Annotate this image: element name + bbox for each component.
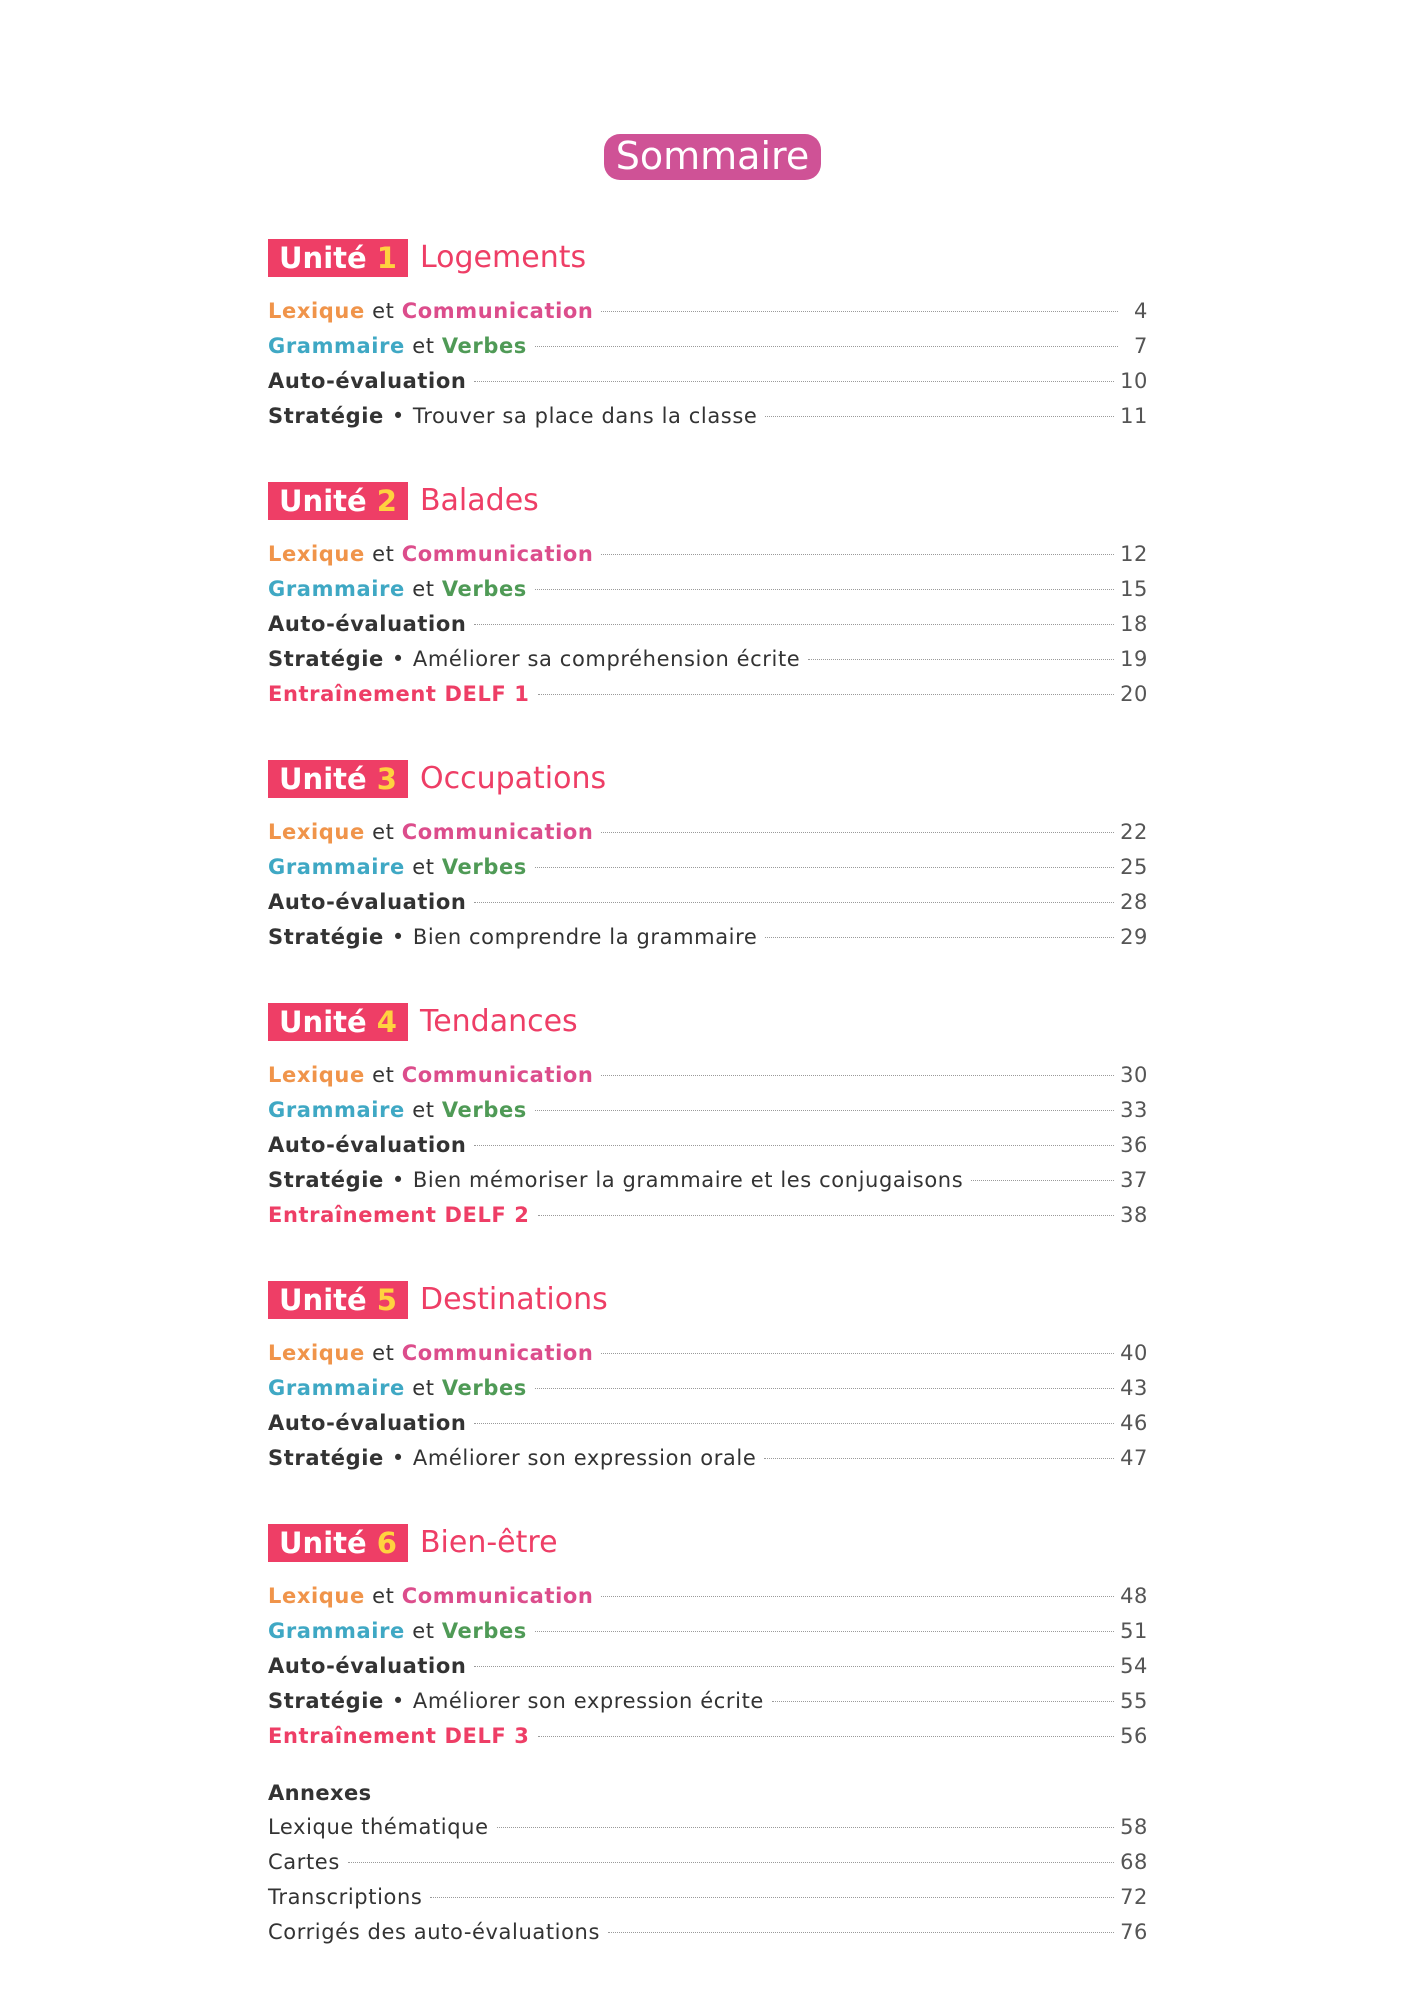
dot-leader xyxy=(474,1423,1114,1424)
page-number: 36 xyxy=(1120,1133,1148,1157)
dot-leader xyxy=(535,1631,1114,1632)
dot-leader xyxy=(474,1666,1114,1667)
entry-label xyxy=(268,294,593,329)
annex-label: Lexique thématique xyxy=(268,1815,489,1839)
unit-badge xyxy=(268,760,408,798)
verbes-label: Verbes xyxy=(441,1619,527,1643)
unit-number: 2 xyxy=(376,484,397,518)
annex-label: Cartes xyxy=(268,1850,340,1874)
et-label: et xyxy=(412,855,435,879)
toc-entry-auto-evaluation[interactable] xyxy=(268,1649,1148,1684)
toc-entry-auto-evaluation[interactable] xyxy=(268,364,1148,399)
entry-label xyxy=(268,642,800,677)
et-label: et xyxy=(372,1584,395,1608)
toc-entry-delf[interactable] xyxy=(268,677,1148,712)
page-number: 54 xyxy=(1120,1654,1148,1678)
et-label: et xyxy=(412,577,435,601)
entry-label xyxy=(268,815,593,850)
grammaire-label: Grammaire xyxy=(268,1098,405,1122)
annex-label: Corrigés des auto-évaluations xyxy=(268,1920,600,1944)
dot-leader xyxy=(601,1353,1114,1354)
strategie-text: Trouver sa place dans la classe xyxy=(412,404,758,428)
toc-entry-lexique[interactable] xyxy=(268,1336,1148,1371)
page-number: 10 xyxy=(1120,369,1148,393)
toc-entry-delf[interactable] xyxy=(268,1719,1148,1754)
unit-header xyxy=(268,759,1148,799)
page-number: 28 xyxy=(1120,890,1148,914)
page-number: 46 xyxy=(1120,1411,1148,1435)
page-number: 47 xyxy=(1120,1446,1148,1470)
unit-header xyxy=(268,1002,1148,1042)
strategie-label: Stratégie xyxy=(268,1446,384,1470)
page-number: 43 xyxy=(1120,1376,1148,1400)
page-number: 76 xyxy=(1120,1920,1148,1944)
unit-number: 1 xyxy=(376,241,397,275)
lexique-label: Lexique xyxy=(268,542,365,566)
strategie-text: Bien mémoriser la grammaire et les conjugaisons xyxy=(412,1168,964,1192)
dot-leader xyxy=(538,694,1115,695)
toc-entry-strategie[interactable] xyxy=(268,920,1148,955)
strategie-text: Améliorer son expression orale xyxy=(412,1446,757,1470)
unit-title: Destinations xyxy=(419,1282,608,1317)
communication-label: Communication xyxy=(401,1341,594,1365)
toc-entry-lexique[interactable] xyxy=(268,1579,1148,1614)
unit-word: Unité xyxy=(279,484,367,518)
toc-entry-auto-evaluation[interactable] xyxy=(268,1406,1148,1441)
dot-leader xyxy=(601,554,1114,555)
unit-title: Occupations xyxy=(419,761,607,796)
title-wrap xyxy=(0,134,1425,180)
unit-number: 4 xyxy=(376,1005,397,1039)
toc-entry-grammaire[interactable] xyxy=(268,329,1148,364)
unit-number: 6 xyxy=(376,1526,397,1560)
page-number: 20 xyxy=(1120,682,1148,706)
page-number: 30 xyxy=(1120,1063,1148,1087)
bullet-icon: • xyxy=(391,1168,405,1192)
et-label: et xyxy=(412,1619,435,1643)
lexique-label: Lexique xyxy=(268,820,365,844)
page-number: 38 xyxy=(1120,1203,1148,1227)
unit-3 xyxy=(268,759,1148,955)
dot-leader xyxy=(474,1145,1114,1146)
dot-leader xyxy=(608,1932,1114,1933)
toc-entry-grammaire[interactable] xyxy=(268,850,1148,885)
et-label: et xyxy=(412,1376,435,1400)
toc-entry-lexique[interactable] xyxy=(268,815,1148,850)
unit-title: Tendances xyxy=(419,1004,578,1039)
spacer xyxy=(268,434,1148,481)
et-label: et xyxy=(372,299,395,323)
dot-leader xyxy=(348,1862,1114,1863)
verbes-label: Verbes xyxy=(441,577,527,601)
page-number: 56 xyxy=(1120,1724,1148,1748)
unit-word: Unité xyxy=(279,762,367,796)
strategie-text: Améliorer son expression écrite xyxy=(412,1689,764,1713)
delf-label: Entraînement DELF 3 xyxy=(268,1724,530,1748)
dot-leader xyxy=(474,624,1114,625)
toc-entry-auto-evaluation[interactable] xyxy=(268,885,1148,920)
unit-word: Unité xyxy=(279,1283,367,1317)
entry-label xyxy=(268,1371,527,1406)
unit-word: Unité xyxy=(279,241,367,275)
unit-badge xyxy=(268,1281,408,1319)
page-number: 40 xyxy=(1120,1341,1148,1365)
annex-label: Transcriptions xyxy=(268,1885,423,1909)
page-number: 55 xyxy=(1120,1689,1148,1713)
communication-label: Communication xyxy=(401,542,594,566)
communication-label: Communication xyxy=(401,1584,594,1608)
toc-entry-strategie[interactable] xyxy=(268,1684,1148,1719)
page-number: 37 xyxy=(1120,1168,1148,1192)
page-number: 19 xyxy=(1120,647,1148,671)
grammaire-label: Grammaire xyxy=(268,855,405,879)
entry-label xyxy=(268,1684,764,1719)
verbes-label: Verbes xyxy=(441,1098,527,1122)
toc-entry-grammaire[interactable] xyxy=(268,572,1148,607)
unit-header xyxy=(268,238,1148,278)
dot-leader xyxy=(601,832,1114,833)
lexique-label: Lexique xyxy=(268,1341,365,1365)
page-number: 29 xyxy=(1120,925,1148,949)
bullet-icon: • xyxy=(391,925,405,949)
page-number: 68 xyxy=(1120,1850,1148,1874)
spacer xyxy=(268,1233,1148,1280)
unit-badge xyxy=(268,239,408,277)
auto-evaluation-label: Auto-évaluation xyxy=(268,369,467,393)
page-number: 72 xyxy=(1120,1885,1148,1909)
entry-label xyxy=(268,1614,527,1649)
communication-label: Communication xyxy=(401,820,594,844)
et-label: et xyxy=(372,1063,395,1087)
unit-1 xyxy=(268,238,1148,434)
toc-entry-grammaire[interactable] xyxy=(268,1093,1148,1128)
unit-word: Unité xyxy=(279,1005,367,1039)
lexique-label: Lexique xyxy=(268,1063,365,1087)
toc-entry-lexique[interactable] xyxy=(268,294,1148,329)
delf-label: Entraînement DELF 2 xyxy=(268,1203,530,1227)
et-label: et xyxy=(412,334,435,358)
page-number: 4 xyxy=(1134,299,1148,323)
delf-label: Entraînement DELF 1 xyxy=(268,682,530,706)
dot-leader xyxy=(535,1110,1114,1111)
entry-label xyxy=(268,1441,756,1476)
auto-evaluation-label: Auto-évaluation xyxy=(268,1133,467,1157)
unit-badge xyxy=(268,1524,408,1562)
entry-label xyxy=(268,1058,593,1093)
unit-number: 5 xyxy=(376,1283,397,1317)
toc-entry-delf[interactable] xyxy=(268,1198,1148,1233)
communication-label: Communication xyxy=(401,299,594,323)
entry-label xyxy=(268,329,527,364)
annexes-section xyxy=(268,1776,1148,1950)
dot-leader xyxy=(538,1736,1115,1737)
strategie-text: Bien comprendre la grammaire xyxy=(412,925,758,949)
unit-4 xyxy=(268,1002,1148,1233)
page-title: Sommaire xyxy=(604,134,821,180)
page-number: 11 xyxy=(1120,404,1148,428)
toc-entry-lexique-thematique[interactable] xyxy=(268,1810,1148,1845)
spacer xyxy=(268,712,1148,759)
strategie-text: Améliorer sa compréhension écrite xyxy=(412,647,801,671)
page-number: 51 xyxy=(1120,1619,1148,1643)
unit-badge xyxy=(268,482,408,520)
et-label: et xyxy=(372,542,395,566)
dot-leader xyxy=(535,589,1114,590)
page-number: 25 xyxy=(1120,855,1148,879)
page-number: 48 xyxy=(1120,1584,1148,1608)
toc-entry-lexique[interactable] xyxy=(268,537,1148,572)
page-number: 22 xyxy=(1120,820,1148,844)
lexique-label: Lexique xyxy=(268,299,365,323)
entry-label xyxy=(268,572,527,607)
strategie-label: Stratégie xyxy=(268,1689,384,1713)
dot-leader xyxy=(772,1701,1114,1702)
dot-leader xyxy=(474,381,1114,382)
dot-leader xyxy=(535,867,1114,868)
strategie-label: Stratégie xyxy=(268,925,384,949)
et-label: et xyxy=(412,1098,435,1122)
unit-5 xyxy=(268,1280,1148,1476)
dot-leader xyxy=(601,1596,1114,1597)
toc-entry-lexique[interactable] xyxy=(268,1058,1148,1093)
lexique-label: Lexique xyxy=(268,1584,365,1608)
grammaire-label: Grammaire xyxy=(268,334,405,358)
verbes-label: Verbes xyxy=(441,855,527,879)
grammaire-label: Grammaire xyxy=(268,577,405,601)
dot-leader xyxy=(601,1075,1114,1076)
entry-label xyxy=(268,537,593,572)
entry-label xyxy=(268,399,757,434)
auto-evaluation-label: Auto-évaluation xyxy=(268,890,467,914)
page-number: 7 xyxy=(1134,334,1148,358)
unit-word: Unité xyxy=(279,1526,367,1560)
strategie-label: Stratégie xyxy=(268,404,384,428)
dot-leader xyxy=(765,416,1114,417)
auto-evaluation-label: Auto-évaluation xyxy=(268,1654,467,1678)
toc-entry-grammaire[interactable] xyxy=(268,1614,1148,1649)
strategie-label: Stratégie xyxy=(268,1168,384,1192)
page-number: 18 xyxy=(1120,612,1148,636)
bullet-icon: • xyxy=(391,647,405,671)
grammaire-label: Grammaire xyxy=(268,1376,405,1400)
toc-entry-strategie[interactable] xyxy=(268,1441,1148,1476)
dot-leader xyxy=(764,1458,1114,1459)
spacer xyxy=(268,1754,1148,1776)
dot-leader xyxy=(430,1897,1114,1898)
entry-label xyxy=(268,850,527,885)
unit-title: Logements xyxy=(419,240,587,275)
page-number: 33 xyxy=(1120,1098,1148,1122)
communication-label: Communication xyxy=(401,1063,594,1087)
toc-entry-grammaire[interactable] xyxy=(268,1371,1148,1406)
et-label: et xyxy=(372,1341,395,1365)
dot-leader xyxy=(535,1388,1114,1389)
unit-number: 3 xyxy=(376,762,397,796)
dot-leader xyxy=(765,937,1114,938)
toc-entry-corriges[interactable] xyxy=(268,1915,1148,1950)
toc-entry-strategie[interactable] xyxy=(268,399,1148,434)
unit-title: Balades xyxy=(419,483,539,518)
toc-entry-auto-evaluation[interactable] xyxy=(268,1128,1148,1163)
toc-entry-transcriptions[interactable] xyxy=(268,1880,1148,1915)
dot-leader xyxy=(538,1215,1115,1216)
entry-label xyxy=(268,1579,593,1614)
et-label: et xyxy=(372,820,395,844)
toc-entry-strategie[interactable] xyxy=(268,642,1148,677)
unit-header xyxy=(268,1280,1148,1320)
verbes-label: Verbes xyxy=(441,334,527,358)
entry-label xyxy=(268,1336,593,1371)
toc-entry-cartes[interactable] xyxy=(268,1845,1148,1880)
unit-2 xyxy=(268,481,1148,712)
toc-content xyxy=(268,238,1148,1950)
auto-evaluation-label: Auto-évaluation xyxy=(268,612,467,636)
toc-entry-strategie[interactable] xyxy=(268,1163,1148,1198)
spacer xyxy=(268,955,1148,1002)
unit-header xyxy=(268,481,1148,521)
page-number: 15 xyxy=(1120,577,1148,601)
entry-label xyxy=(268,920,757,955)
entry-label xyxy=(268,1093,527,1128)
bullet-icon: • xyxy=(391,404,405,428)
auto-evaluation-label: Auto-évaluation xyxy=(268,1411,467,1435)
page-number: 12 xyxy=(1120,542,1148,566)
toc-entry-auto-evaluation[interactable] xyxy=(268,607,1148,642)
dot-leader xyxy=(497,1827,1114,1828)
dot-leader xyxy=(535,346,1118,347)
dot-leader xyxy=(808,659,1114,660)
unit-header xyxy=(268,1523,1148,1563)
dot-leader xyxy=(971,1180,1114,1181)
annexes-heading: Annexes xyxy=(268,1781,372,1805)
unit-title: Bien-être xyxy=(419,1525,558,1560)
grammaire-label: Grammaire xyxy=(268,1619,405,1643)
strategie-label: Stratégie xyxy=(268,647,384,671)
verbes-label: Verbes xyxy=(441,1376,527,1400)
dot-leader xyxy=(474,902,1114,903)
spacer xyxy=(268,1476,1148,1523)
unit-badge xyxy=(268,1003,408,1041)
dot-leader xyxy=(601,311,1118,312)
bullet-icon: • xyxy=(391,1689,405,1713)
page-number: 58 xyxy=(1120,1815,1148,1839)
unit-6 xyxy=(268,1523,1148,1754)
bullet-icon: • xyxy=(391,1446,405,1470)
entry-label xyxy=(268,1163,963,1198)
